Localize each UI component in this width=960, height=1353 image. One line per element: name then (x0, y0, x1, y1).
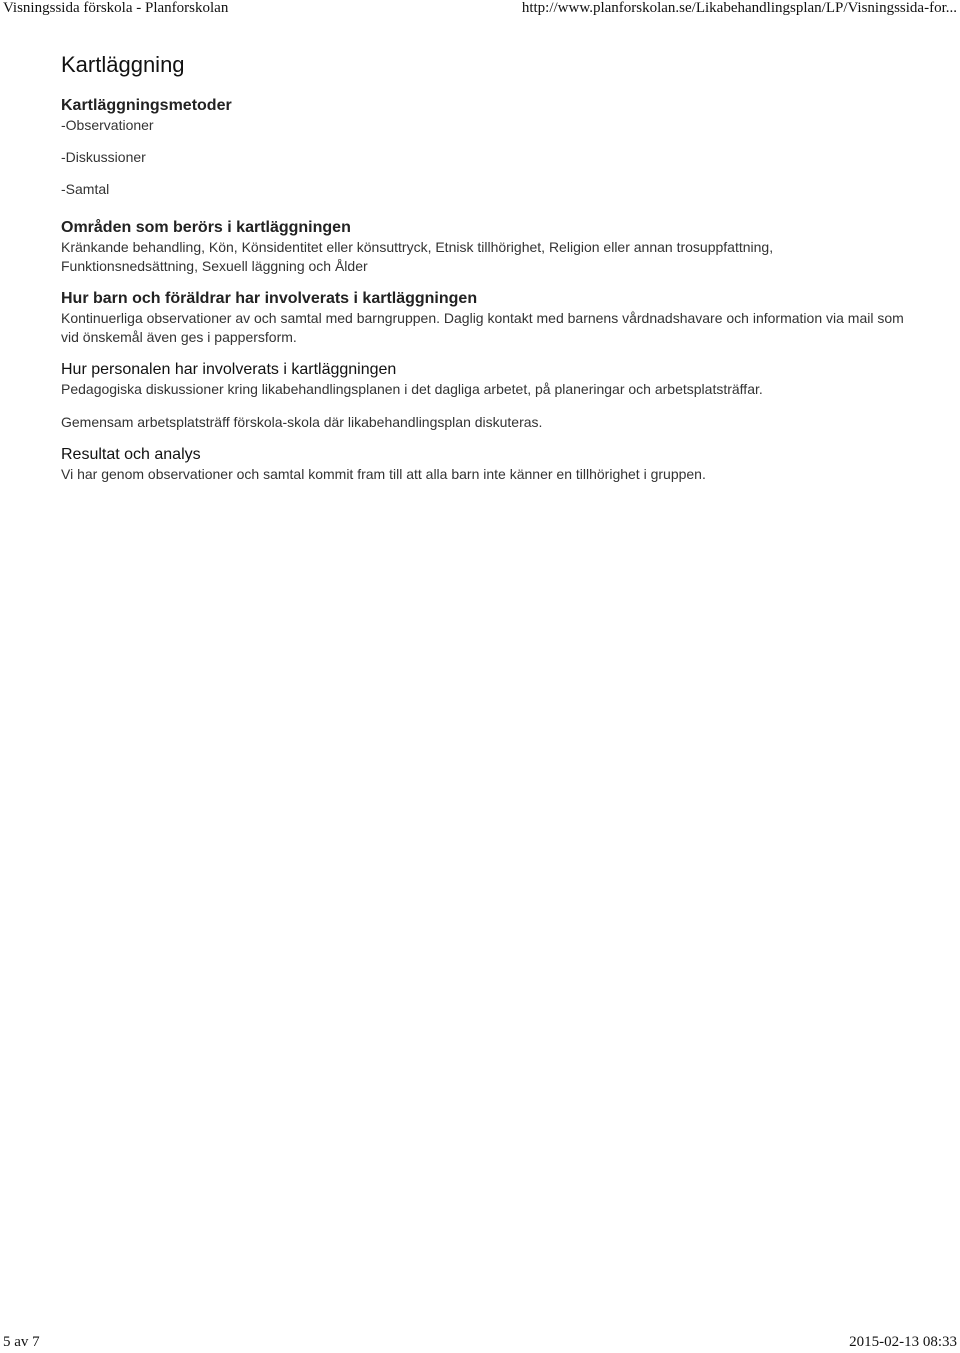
methods-section (61, 96, 911, 199)
method-item: -Observationer (61, 117, 154, 133)
areas-section (61, 218, 911, 276)
areas-heading: Områden som berörs i kartläggningen (61, 219, 351, 236)
main-content (61, 52, 911, 484)
print-header (0, 0, 960, 20)
methods-heading: Kartläggningsmetoder (61, 97, 232, 114)
areas-text: Kränkande behandling, Kön, Könsidentitet eller könsuttryck, Etnisk tillhörighet, Religion eller annan trosuppfattning, Funktionsnedsättning, Sexuell läggning och Ålder (61, 239, 774, 274)
print-header-title: Visningssida förskola - Planforskolan (3, 0, 229, 16)
page-number: 5 av 7 (3, 1334, 40, 1350)
results-text: Vi har genom observationer och samtal kommit fram till att alla barn inte känner en tillhörighet i gruppen. (61, 466, 706, 482)
children-parents-text: Kontinuerliga observationer av och samtal med barngruppen. Daglig kontakt med barnens vårdnadshavare och information via mail som vid önskemål även ges i pappersform. (61, 310, 904, 345)
method-item: -Diskussioner (61, 149, 146, 165)
print-footer (0, 1333, 960, 1353)
page-title: Kartläggning (61, 52, 185, 77)
methods-list (61, 116, 911, 199)
results-heading: Resultat och analys (61, 446, 201, 463)
print-header-url: http://www.planforskolan.se/Likabehandlingsplan/LP/Visningssida-for... (521, 0, 957, 16)
staff-text-2: Gemensam arbetsplatsträff förskola-skola där likabehandlingsplan diskuteras. (61, 414, 543, 430)
results-section (61, 445, 911, 484)
children-parents-heading: Hur barn och föräldrar har involverats i kartläggningen (61, 290, 478, 307)
staff-heading: Hur personalen har involverats i kartläggningen (61, 361, 397, 378)
method-item: -Samtal (61, 181, 110, 197)
print-timestamp: 2015-02-13 08:33 (849, 1334, 957, 1350)
children-parents-section (61, 289, 911, 347)
staff-text-1: Pedagogiska diskussioner kring likabehandlingsplanen i det dagliga arbetet, på planeringar och arbetsplatsträffar. (61, 381, 763, 397)
staff-section (61, 360, 911, 432)
